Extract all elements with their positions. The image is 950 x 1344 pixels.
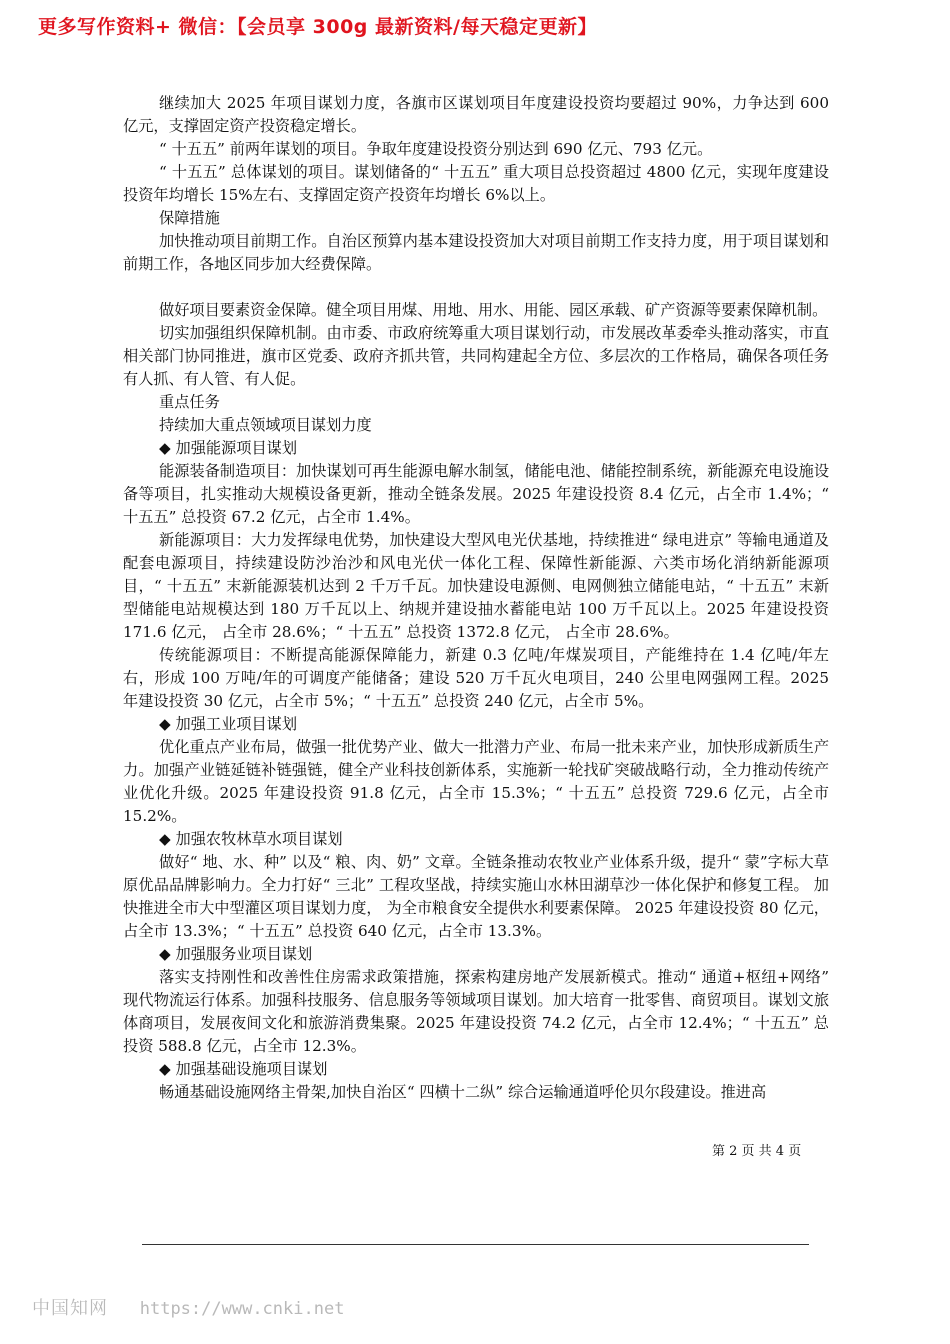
paragraph: 畅通基础设施网络主骨架,加快自治区“ 四横十二纵” 综合运输通道呼伦贝尔段建设。推进高 [159,1083,767,1101]
document-body [123,92,829,1104]
paragraph: 能源装备制造项目：加快谋划可再生能源电解水制氢，储能电池、储能控制系统，新能源充电设施设备等项目，扎实推动大规模设备更新，推动全链条发展。2025 年建设投资 8.4 亿元，占全市 1.4%；“ 十五五” 总投资 67.2 亿元，占全市 1.4%。 [123,462,829,526]
section-heading: 重点任务 [159,393,220,411]
paragraph: 切实加强组织保障机制。由市委、市政府统筹重大项目谋划行动，市发展改革委牵头推动落实，市直相关部门协同推进，旗市区党委、政府齐抓共管，共同构建起全方位、多层次的工作格局，确保各项任务有人抓、有人管、有人促。 [123,324,829,388]
paragraph-gap [123,276,829,299]
paragraph: 落实支持刚性和改善性住房需求政策措施，探索构建房地产发展新模式。推动“ 通道+枢纽+网络” 现代物流运行体系。加强科技服务、信息服务等领域项目谋划。加大培育一批零售、商贸项目。谋划文旅体商项目，发展夜间文化和旅游消费集聚。2025 年建设投资 74.2 亿元，占全市 12.4%；“ 十五五” 总投资 588.8 亿元，占全市 12.3%。 [123,968,829,1055]
paragraph: 新能源项目：大力发挥绿电优势，加快建设大型风电光伏基地，持续推进“ 绿电进京” 等输电通道及配套电源项目，持续建设防沙治沙和风电光伏一体化工程、保障性新能源、六类市场化消纳新能源项目，“ 十五五” 末新能源装机达到 2 千万千瓦。加快建设电源侧、电网侧独立储能电站，“ 十五五” 末新型储能电站规模达到 180 万千瓦以上、纳规并建设抽水蓄能电站 100 万千瓦以上。2025 年建设投资 171.6 亿元， 占全市 28.6%；“ 十五五” 总投资 1372.8 亿元， 占全市 28.6%。 [123,531,829,641]
bullet-heading: ◆ 加强工业项目谋划 [159,715,298,733]
paragraph: “ 十五五” 前两年谋划的项目。争取年度建设投资分别达到 690 亿元、793 亿元。 [159,140,713,158]
paragraph: 继续加大 2025 年项目谋划力度，各旗市区谋划项目年度建设投资均要超过 90%，力争达到 600 亿元，支撑固定资产投资稳定增长。 [123,94,829,135]
bullet-heading: ◆ 加强能源项目谋划 [159,439,298,457]
cnki-watermark [32,1294,344,1320]
bullet-heading: ◆ 加强服务业项目谋划 [159,945,313,963]
paragraph: 加快推动项目前期工作。自治区预算内基本建设投资加大对项目前期工作支持力度，用于项目谋划和前期工作，各地区同步加大经费保障。 [123,232,829,273]
bullet-heading: ◆ 加强基础设施项目谋划 [159,1060,328,1078]
footer-divider [142,1244,809,1245]
promo-banner: 更多写作资料+ 微信：【会员享 300g 最新资料/每天稳定更新】 [38,16,597,38]
page-number: 第 2 页 共 4 页 [712,1144,802,1159]
paragraph: 做好项目要素资金保障。健全项目用煤、用地、用水、用能、园区承载、矿产资源等要素保障机制。 [159,301,828,319]
cnki-name: 中国知网 [32,1298,108,1319]
paragraph: “ 十五五” 总体谋划的项目。谋划储备的“ 十五五” 重大项目总投资超过 4800 亿元，实现年度建设投资年均增长 15%左右、支撑固定资产投资年均增长 6%以上。 [123,163,829,204]
paragraph: 优化重点产业布局，做强一批优势产业、做大一批潜力产业、布局一批未来产业，加快形成新质生产力。加强产业链延链补链强链，健全产业科技创新体系，实施新一轮找矿突破战略行动，全力推动传统产业优化升级。2025 年建设投资 91.8 亿元，占全市 15.3%；“ 十五五” 总投资 729.6 亿元，占全市 15.2%。 [123,738,829,825]
section-heading: 保障措施 [159,209,220,227]
paragraph: 传统能源项目：不断提高能源保障能力，新建 0.3 亿吨/年煤炭项目，产能维持在 1.4 亿吨/年左右，形成 100 万吨/年的可调度产能储备；建设 520 万千瓦火电项目，240 公里电网强网工程。2025 年建设投资 30 亿元，占全市 5%；“ 十五五” 总投资 240 亿元，占全市 5%。 [123,646,829,710]
subsection-heading: 持续加大重点领域项目谋划力度 [159,416,372,434]
bullet-heading: ◆ 加强农牧林草水项目谋划 [159,830,343,848]
paragraph: 做好“ 地、水、种” 以及“ 粮、肉、奶” 文章。全链条推动农牧业产业体系升级，提升“ 蒙”字标大草原优品品牌影响力。全力打好“ 三北” 工程攻坚战，持续实施山水林田湖草沙一体化保护和修复工程。 加快推进全市大中型灌区项目谋划力度， 为全市粮食安全提供水利要素保障。 2025 年建设投资 80 亿元，占全市 13.3%；“ 十五五” 总投资 640 亿元，占全市 13.3%。 [123,853,829,940]
cnki-url[interactable]: https://www.cnki.net [139,1299,345,1319]
